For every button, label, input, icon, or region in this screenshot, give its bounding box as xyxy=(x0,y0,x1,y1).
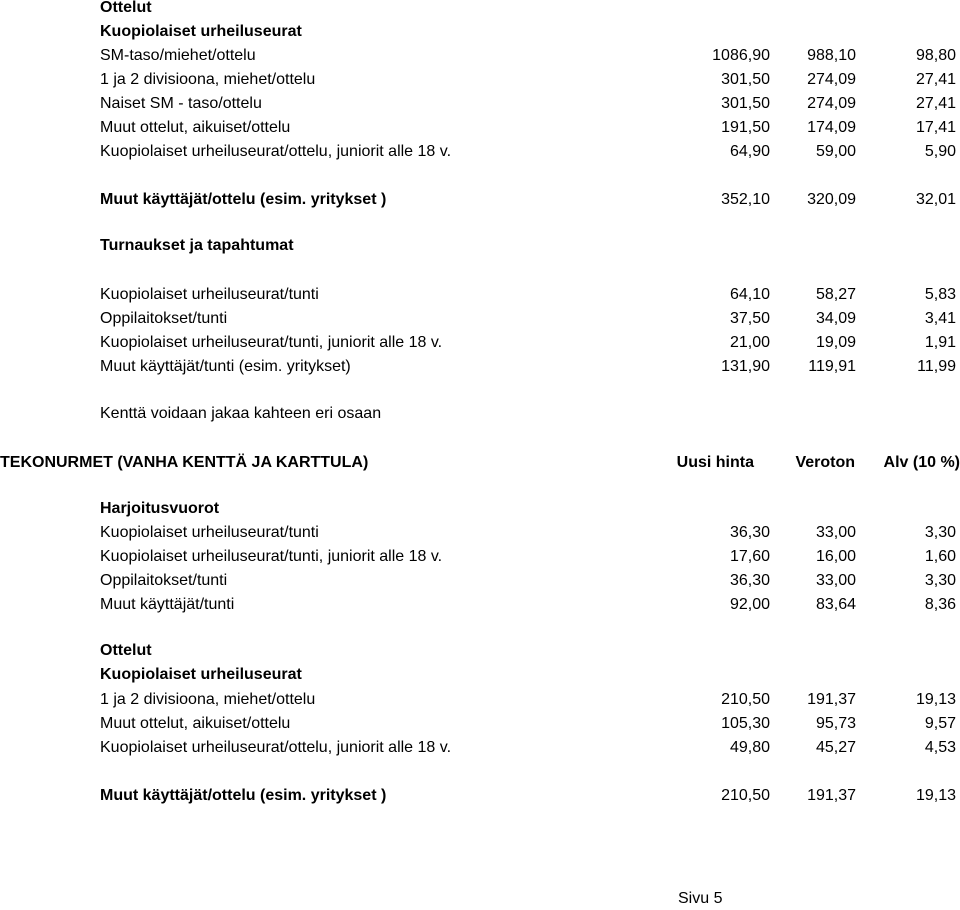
table-header xyxy=(0,452,960,474)
row-net: 274,09 xyxy=(807,95,856,112)
row-label: 1 ja 2 divisioona, miehet/ottelu xyxy=(100,71,316,88)
price-row xyxy=(0,332,960,354)
row-vat: 17,41 xyxy=(915,119,956,136)
col-header-price: Uusi hinta xyxy=(676,454,754,471)
row-vat: 98,80 xyxy=(915,47,956,64)
price-row xyxy=(0,93,960,115)
row-net: 34,09 xyxy=(815,310,856,327)
price-row xyxy=(0,737,960,759)
col-header-vat: Alv (10 %) xyxy=(883,454,960,471)
row-label: Kuopiolaiset urheiluseurat/ottelu, juniorit alle 18 v. xyxy=(100,143,452,160)
row-price: 92,00 xyxy=(729,596,770,613)
section-subtitle-text: Kuopiolaiset urheiluseurat xyxy=(100,666,302,683)
row-price: 131,90 xyxy=(721,358,770,375)
row-vat: 19,13 xyxy=(915,691,956,708)
row-price: 64,90 xyxy=(729,143,770,160)
row-net: 191,37 xyxy=(807,787,856,804)
section-title-text: Ottelut xyxy=(100,0,152,16)
price-row xyxy=(0,141,960,163)
row-net: 58,27 xyxy=(815,286,856,303)
row-label: Muut käyttäjät/tunti (esim. yritykset) xyxy=(100,358,351,375)
page-number: Sivu 5 xyxy=(678,890,723,907)
row-vat: 9,57 xyxy=(924,715,956,732)
price-row xyxy=(0,356,960,378)
row-vat: 5,83 xyxy=(924,286,956,303)
table-header-title: TEKONURMET (VANHA KENTTÄ JA KARTTULA) xyxy=(0,454,369,471)
row-label: Kuopiolaiset urheiluseurat/tunti xyxy=(100,286,319,303)
row-label: Naiset SM - taso/ottelu xyxy=(100,95,262,112)
price-row-other-users xyxy=(0,785,960,807)
row-price: 21,00 xyxy=(729,334,770,351)
row-label: Muut käyttäjät/ottelu (esim. yritykset ) xyxy=(100,787,387,804)
row-net: 59,00 xyxy=(815,143,856,160)
row-net: 95,73 xyxy=(815,715,856,732)
row-label: Muut käyttäjät/tunti xyxy=(100,596,235,613)
section-title-practice xyxy=(0,498,960,520)
section-title-text: Ottelut xyxy=(100,642,152,659)
row-vat: 8,36 xyxy=(924,596,956,613)
row-price: 210,50 xyxy=(721,691,770,708)
section-title-ottelut-2 xyxy=(0,640,960,662)
price-row xyxy=(0,713,960,735)
row-label: Kuopiolaiset urheiluseurat/tunti, juniorit alle 18 v. xyxy=(100,334,443,351)
row-net: 988,10 xyxy=(807,47,856,64)
row-label: Kuopiolaiset urheiluseurat/tunti, juniorit alle 18 v. xyxy=(100,548,443,565)
row-vat: 1,60 xyxy=(924,548,956,565)
section-subtitle xyxy=(0,664,960,686)
row-net: 119,91 xyxy=(808,358,856,375)
row-vat: 11,99 xyxy=(917,358,956,375)
row-vat: 19,13 xyxy=(915,787,956,804)
row-price: 191,50 xyxy=(721,119,770,136)
price-row xyxy=(0,594,960,616)
section-subtitle-text: Kuopiolaiset urheiluseurat xyxy=(100,23,302,40)
price-row xyxy=(0,45,960,67)
row-label: 1 ja 2 divisioona, miehet/ottelu xyxy=(100,691,316,708)
row-price: 301,50 xyxy=(721,95,770,112)
row-vat: 4,53 xyxy=(924,739,956,756)
row-vat: 27,41 xyxy=(915,71,956,88)
row-label: Oppilaitokset/tunti xyxy=(100,572,228,589)
row-price: 301,50 xyxy=(721,71,770,88)
row-price: 352,10 xyxy=(721,191,770,208)
row-label: SM-taso/miehet/ottelu xyxy=(100,47,256,64)
row-net: 274,09 xyxy=(807,71,856,88)
row-net: 19,09 xyxy=(815,334,856,351)
price-row-other-users xyxy=(0,189,960,211)
price-row xyxy=(0,308,960,330)
section-subtitle xyxy=(0,21,960,43)
row-net: 45,27 xyxy=(815,739,856,756)
price-row xyxy=(0,522,960,544)
row-net: 174,09 xyxy=(807,119,856,136)
row-vat: 5,90 xyxy=(924,143,956,160)
row-label: Kuopiolaiset urheiluseurat/ottelu, juniorit alle 18 v. xyxy=(100,739,452,756)
row-label: Muut ottelut, aikuiset/ottelu xyxy=(100,715,291,732)
price-row xyxy=(0,69,960,91)
row-price: 36,30 xyxy=(729,524,770,541)
row-vat: 3,41 xyxy=(924,310,956,327)
price-row xyxy=(0,570,960,592)
row-price: 49,80 xyxy=(729,739,770,756)
section-title-text: Harjoitusvuorot xyxy=(100,500,220,517)
section-title-ottelut xyxy=(0,0,960,19)
row-vat: 1,91 xyxy=(924,334,956,351)
row-label: Muut ottelut, aikuiset/ottelu xyxy=(100,119,291,136)
row-price: 36,30 xyxy=(729,572,770,589)
row-vat: 32,01 xyxy=(915,191,956,208)
row-label: Kuopiolaiset urheiluseurat/tunti xyxy=(100,524,319,541)
row-price: 105,30 xyxy=(721,715,770,732)
note-text: Kenttä voidaan jakaa kahteen eri osaan xyxy=(100,405,382,422)
row-net: 83,64 xyxy=(815,596,856,613)
row-price: 37,50 xyxy=(729,310,770,327)
row-net: 33,00 xyxy=(815,572,856,589)
row-vat: 3,30 xyxy=(924,524,956,541)
row-vat: 27,41 xyxy=(915,95,956,112)
row-net: 16,00 xyxy=(815,548,856,565)
row-label: Muut käyttäjät/ottelu (esim. yritykset ) xyxy=(100,191,387,208)
row-net: 320,09 xyxy=(807,191,856,208)
section-title-text: Turnaukset ja tapahtumat xyxy=(100,237,294,254)
row-price: 64,10 xyxy=(729,286,770,303)
row-vat: 3,30 xyxy=(924,572,956,589)
price-row xyxy=(0,117,960,139)
col-header-net: Veroton xyxy=(795,454,855,471)
price-row xyxy=(0,546,960,568)
row-net: 191,37 xyxy=(807,691,856,708)
price-row xyxy=(0,689,960,711)
price-row xyxy=(0,284,960,306)
row-net: 33,00 xyxy=(815,524,856,541)
section-title-tournaments xyxy=(0,235,960,257)
row-price: 1086,90 xyxy=(712,47,770,64)
field-split-note xyxy=(0,403,960,425)
row-price: 210,50 xyxy=(721,787,770,804)
row-label: Oppilaitokset/tunti xyxy=(100,310,228,327)
row-price: 17,60 xyxy=(729,548,770,565)
